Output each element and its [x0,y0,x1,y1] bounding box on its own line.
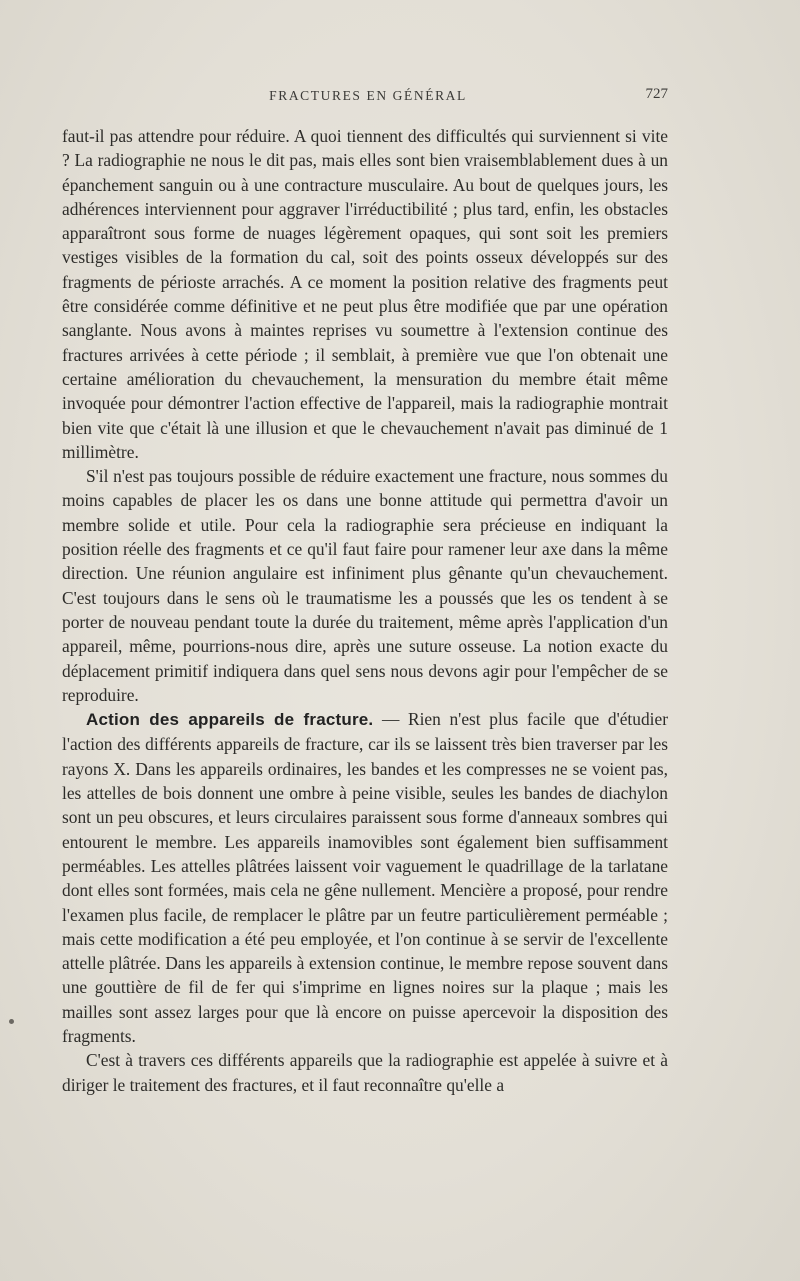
paragraph-3-body: — Rien n'est plus facile que d'étudier l'action des différents appareils de fracture, car ils se laissent très bien traverser par les rayons X. Dans les appareils ordinaires, les bandes et les compresses ne se voient pas, les attelles de bois donnent une ombre à peine visible, seules les bandes de diachylon sont un peu obscures, et leurs circulaires paraissent sous forme d'anneaux sombres qui entourent le membre. Les appareils inamovibles sont également bien suffisamment perméables. Les attelles plâtrées laissent voir vaguement le quadrillage de la tarlatane dont elles sont formées, mais cela ne gêne nullement. Mencière a proposé, pour rendre l'examen plus facile, de remplacer le plâtre par un feutre particulièrement perméable ; mais cette modification a été peu employée, et l'on continue à se servir de l'excellente attelle plâtrée. Dans les appareils à extension continue, le membre repose souvent dans une gouttière de fil de fer qui s'imprime en lignes noires sur la plaque ; mais les mailles sont assez larges pour que là encore on puisse apercevoir la disposition des fragments. [62,709,669,1046]
page-number: 727 [645,86,668,102]
paragraph-4: C'est à travers ces différents appareils que la radiographie est appelée à suivre et à diriger le traitement des fractures, et il faut reconnaître qu'elle a [62,1050,668,1095]
ink-speck [9,1019,14,1024]
paragraph-1: faut-il pas attendre pour réduire. A quoi tiennent des difficultés qui surviennent si vite ? La radiographie ne nous le dit pas, mais elles sont bien vraisemblablement dues à un épanchement sanguin ou à une contracture musculaire. Au bout de quelques jours, les adhérences interviennent pour aggraver l'irréductibilité ; plus tard, enfin, les obstacles apparaîtront sous forme de nuages légèrement opaques, qui sont soit les premiers vestiges visibles de la formation du cal, soit des points osseux développés sur des fragments de périoste arrachés. A ce moment la position relative des fragments peut être considérée comme définitive et ne peut plus être modifiée que par une opération sanglante. Nous avons à maintes reprises vu soumettre à l'extension continue des fractures arrivées à cette période ; il semblait, à première vue que l'on obtenait une certaine amélioration du chevauchement, la mensuration du membre était même invoquée pour démontrer l'action effective de l'appareil, mais la radiographie montrait bien vite que c'était là une illusion et que le chevauchement n'avait pas diminué de 1 millimètre. [62,126,668,462]
page-header [62,88,674,110]
paragraph-2: S'il n'est pas toujours possible de réduire exactement une fracture, nous sommes du moins capables de placer les os dans une bonne attitude qui permettra d'avoir un membre solide et utile. Pour cela la radiographie sera précieuse en indiquant la position réelle des fragments et ce qu'il faut faire pour ramener leur axe dans la même direction. Une réunion angulaire est infiniment plus gênante qu'un chevauchement. C'est toujours dans le sens où le traumatisme les a poussés que les os tendent à se porter de nouveau pendant toute la durée du traitement, même après l'application d'un appareil, même, pourrions-nous dire, après une suture osseuse. La notion exacte du déplacement primitif indiquera dans quel sens nous devons agir pour l'empêcher de se reproduire. [62,466,668,705]
paragraph-3 [62,707,668,1048]
section-heading: Action des appareils de fracture. [86,710,374,730]
running-title: FRACTURES EN GÉNÉRAL [269,88,467,103]
body-text [62,124,668,1097]
